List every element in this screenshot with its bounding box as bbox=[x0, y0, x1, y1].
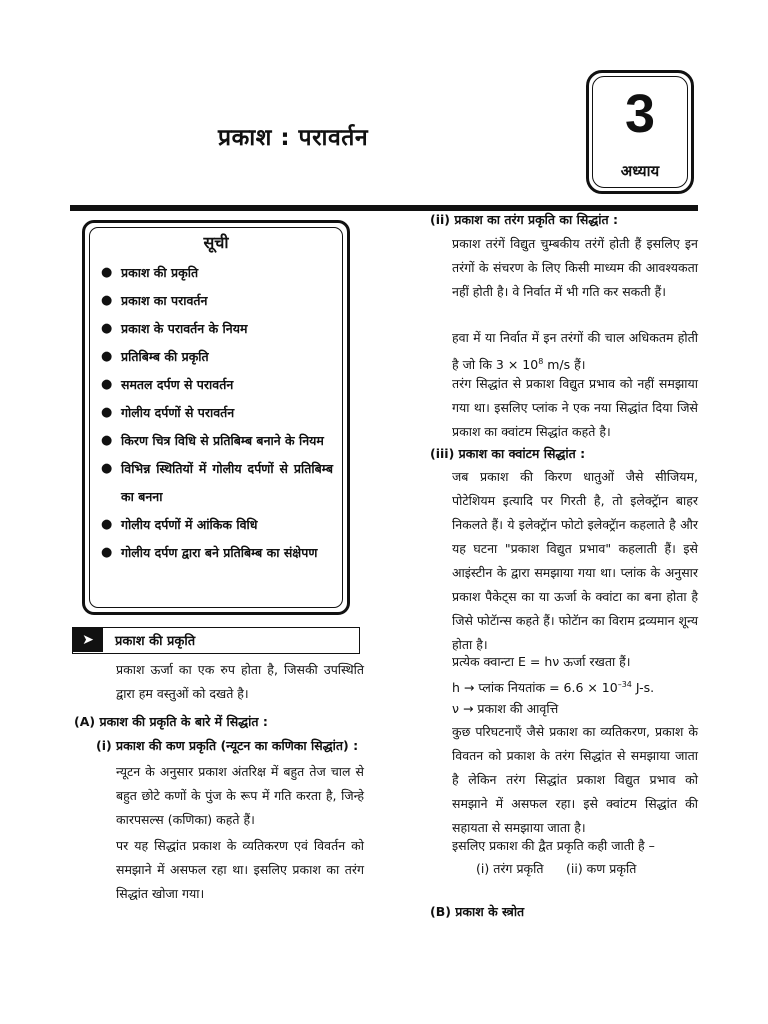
bullet-icon: ● bbox=[101, 545, 113, 560]
particle-paragraph-2: पर यह सिद्धांत प्रकाश के व्यतिकरण एवं विवर्तन को समझाने में असफल रहा था। इसलिए प्रकाश का तरंग सिद्धांत खोजा गया। bbox=[116, 838, 364, 901]
contents-item: ● प्रकाश के परावर्तन के नियम bbox=[99, 315, 333, 343]
bullet-icon: ● bbox=[101, 461, 113, 476]
bullet-icon: ● bbox=[101, 517, 113, 532]
contents-item: ● विभिन्न स्थितियों में गोलीय दर्पणों से प्रतिबिम्ब का बनना bbox=[99, 455, 333, 511]
section-header bbox=[72, 627, 360, 654]
section-title: प्रकाश की प्रकृति bbox=[115, 634, 196, 649]
wave-nature-option: (i) तरंग प्रकृति bbox=[476, 861, 544, 876]
intro-paragraph: प्रकाश ऊर्जा का एक रुप होता है, जिसकी उपस्थिति द्वारा हम वस्तुओं को दखते है। bbox=[116, 662, 364, 701]
contents-list bbox=[99, 259, 333, 567]
theories-heading: (A) प्रकाश की प्रकृति के बारे में सिद्धांत : bbox=[74, 714, 268, 729]
chapter-number: 3 bbox=[624, 84, 656, 144]
frequency-line: ν → प्रकाश की आवृत्ति bbox=[452, 701, 559, 716]
dual-nature-line: इसलिए प्रकाश की द्वैत प्रकृति कही जाती है – bbox=[452, 838, 655, 853]
particle-theory-heading: (i) प्रकाश की कण प्रकृति (न्यूटन का कणिका सिद्धांत) : bbox=[96, 738, 359, 753]
particle-nature-option: (ii) कण प्रकृति bbox=[566, 861, 637, 876]
quantum-paragraph: जब प्रकाश की किरण धातुओं जैसे सीजियम, पोटेशियम इत्यादि पर गिरती है, तो इलेक्ट्रॅान बाहर निकलते हैं। ये इलेक्ट्रॅान फोटो इलेक्ट्रॅान कहलाते है और यह घटना "प्रकाश विद्युत प्रभाव" कहलाती हैं। इसे आइंस्टीन के द्वारा समझाया गया था। प्लांक के अनुसार प्रकाश पैकेट्स का या ऊर्जा के क्वांटा का बना होता है जिसे फोटॅान्स कहते हैं। फोटॅान का विराम द्रव्यमान शून्य होता है। bbox=[452, 469, 698, 652]
bullet-icon: ● bbox=[101, 433, 113, 448]
quantum-theory-heading: (iii) प्रकाश का क्वांटम सिद्धांत : bbox=[430, 446, 586, 461]
wave-paragraph-3: तरंग सिद्धांत से प्रकाश विद्युत प्रभाव को नहीं समझाया गया था। इसलिए प्लांक ने एक नया सिद्धांत दिया जिसे प्रकाश का क्वांटम सिद्धांत कहते है। bbox=[452, 376, 698, 439]
contents-item: ● किरण चित्र विधि से प्रतिबिम्ब बनाने के नियम bbox=[99, 427, 333, 455]
chapter-label: अध्याय bbox=[620, 162, 660, 180]
wave-theory-heading: (ii) प्रकाश का तरंग प्रकृति का सिद्धांत : bbox=[430, 212, 618, 227]
chapter-title: प्रकाश : परावर्तन bbox=[218, 125, 369, 151]
contents-item: ● गोलीय दर्पण द्वारा बने प्रतिबिम्ब का संक्षेपण bbox=[99, 539, 333, 567]
bullet-icon: ● bbox=[101, 405, 113, 420]
planck-constant-line: h → प्लांक नियतांक = $6.6 \times 10^{-34}$ J-s. bbox=[452, 680, 655, 696]
contents-item: ● प्रकाश की प्रकृति bbox=[99, 259, 333, 287]
bullet-icon: ● bbox=[101, 265, 113, 280]
contents-item: ● गोलीय दर्पणों में आंकिक विधि bbox=[99, 511, 333, 539]
bullet-icon: ● bbox=[101, 321, 113, 336]
particle-paragraph: न्यूटन के अनुसार प्रकाश अंतरिक्ष में बहुत तेज चाल से बहुत छोटे कणों के पुंज के रूप में गति करता है, जिन्हे कारपसल्स (कणिका) कहते हैं। bbox=[116, 764, 364, 827]
wave-speed-paragraph: हवा में या निर्वात में इन तरंगों की चाल अधिकतम होती है जो कि $3 \times 10^8$ m/s हैं। bbox=[452, 330, 698, 373]
dual-nature-paragraph: कुछ परिघटनाऍं जैसे प्रकाश का व्यतिकरण, प्रकाश के विवतन को प्रकाश के तरंग सिद्धांत से समझाया जाता है लेकिन तरंग सिद्धांत प्रकाश विद्युत प्रभाव को समझाने में असफल रहा। इसे क्वांटम सिद्धांत की सहायता से समझाया जाता है। bbox=[452, 724, 698, 835]
bullet-icon: ● bbox=[101, 349, 113, 364]
contents-item: ● समतल दर्पण से परावर्तन bbox=[99, 371, 333, 399]
bullet-icon: ● bbox=[101, 293, 113, 308]
contents-box bbox=[82, 220, 350, 615]
arrow-icon: ➤ bbox=[73, 628, 103, 652]
chapter-number-box bbox=[586, 70, 694, 194]
quantum-energy-line: प्रत्येक क्वान्टा E = hν ऊर्जा रखता हैं। bbox=[452, 654, 631, 669]
wave-paragraph: प्रकाश तरंगें विद्युत चुम्बकीय तरंगें होती हैं इसलिए इन तरंगों के संचरण के लिए किसी माध्यम की आवश्यकता नहीं होती है। वे निर्वात में भी गति कर सकती हैं। bbox=[452, 236, 698, 299]
contents-item: ● गोलीय दर्पणों से परावर्तन bbox=[99, 399, 333, 427]
contents-item: ● प्रकाश का परावर्तन bbox=[99, 287, 333, 315]
contents-item: ● प्रतिबिम्ब की प्रकृति bbox=[99, 343, 333, 371]
bullet-icon: ● bbox=[101, 377, 113, 392]
sources-heading: (B) प्रकाश के स्त्रोत bbox=[430, 904, 525, 919]
contents-heading: सूची bbox=[203, 233, 229, 252]
